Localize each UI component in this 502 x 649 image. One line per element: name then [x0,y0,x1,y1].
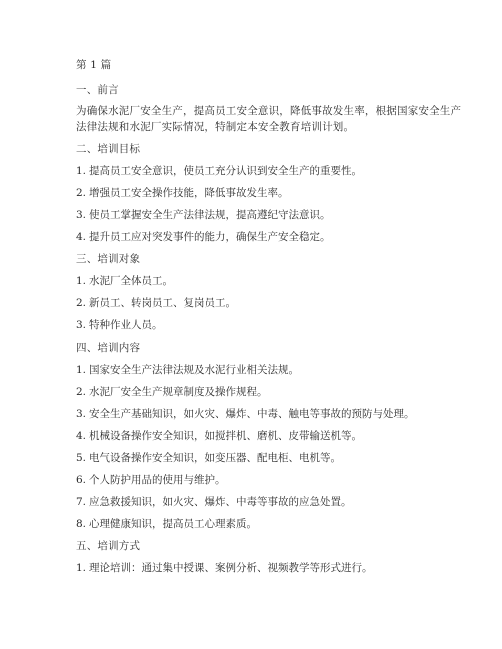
list-item-text: 电气设备操作安全知识，如变压器、配电柜、电机等。 [89,452,341,464]
list-item [76,164,362,178]
list-item-text: 个人防护用品的使用与维护。 [89,474,226,486]
section-heading-preface: 一、前言 [76,84,119,96]
list-item-text: 安全生产基础知识，如火灾、爆炸、中毒、触电等事故的预防与处理。 [89,408,415,420]
chapter-title: 第 1 篇 [76,59,112,71]
list-item [76,451,341,465]
list-item [76,318,163,332]
list-item-number: 1. [76,165,87,177]
list-item [76,363,299,377]
list-item-text: 水泥厂安全生产规章制度及操作规程。 [89,386,268,398]
list-item [76,296,236,310]
section-heading-targets: 三、培训对象 [76,253,141,265]
list-item-number: 3. [76,408,87,420]
list-item [76,385,268,399]
list-item-number: 1. [76,275,87,287]
list-item [76,208,331,222]
list-item-number: 5. [76,452,87,464]
list-item-number: 2. [76,297,87,309]
list-item-text: 提升员工应对突发事件的能力，确保生产安全稳定。 [89,231,331,243]
list-item [76,230,331,244]
list-item-number: 4. [76,430,87,442]
list-item-text: 心理健康知识，提高员工心理素质。 [89,518,257,530]
list-item-text: 机械设备操作安全知识，如搅拌机、磨机、皮带输送机等。 [89,430,362,442]
list-item-text: 应急救援知识，如火灾、爆炸、中毒等事故的应急处置。 [89,496,352,508]
list-item [76,561,373,575]
list-item [76,429,362,443]
preface-paragraph-line-2: 法律法规和水泥厂实际情况，特制定本安全教育培训计划。 [76,121,355,133]
list-item-text: 理论培训：通过集中授课、案例分析、视频教学等形式进行。 [89,562,373,574]
section-heading-content: 四、培训内容 [76,342,141,354]
list-item-number: 4. [76,231,87,243]
list-item-number: 2. [76,386,87,398]
list-item-text: 增强员工安全操作技能，降低事故发生率。 [89,187,289,199]
list-item [76,495,352,509]
list-item [76,473,226,487]
list-item [76,274,173,288]
list-item-text: 国家安全生产法律法规及水泥行业相关法规。 [89,364,299,376]
list-item-text: 特种作业人员。 [89,319,163,331]
list-item-text: 新员工、转岗员工、复岗员工。 [89,297,236,309]
list-item-text: 水泥厂全体员工。 [89,275,173,287]
list-item-number: 2. [76,187,87,199]
section-heading-goals: 二、培训目标 [76,143,141,155]
section-heading-methods: 五、培训方式 [76,540,141,552]
list-item-number: 8. [76,518,87,530]
list-item [76,407,415,421]
list-item-number: 1. [76,562,87,574]
list-item-number: 3. [76,319,87,331]
list-item [76,517,257,531]
preface-paragraph-line-1: 为确保水泥厂安全生产，提高员工安全意识，降低事故发生率，根据国家安全生产 [76,105,462,117]
list-item-number: 6. [76,474,87,486]
list-item-number: 7. [76,496,87,508]
list-item-number: 1. [76,364,87,376]
list-item [76,186,289,200]
list-item-text: 提高员工安全意识，使员工充分认识到安全生产的重要性。 [89,165,362,177]
list-item-text: 使员工掌握安全生产法律法规，提高遵纪守法意识。 [89,209,331,221]
list-item-number: 3. [76,209,87,221]
